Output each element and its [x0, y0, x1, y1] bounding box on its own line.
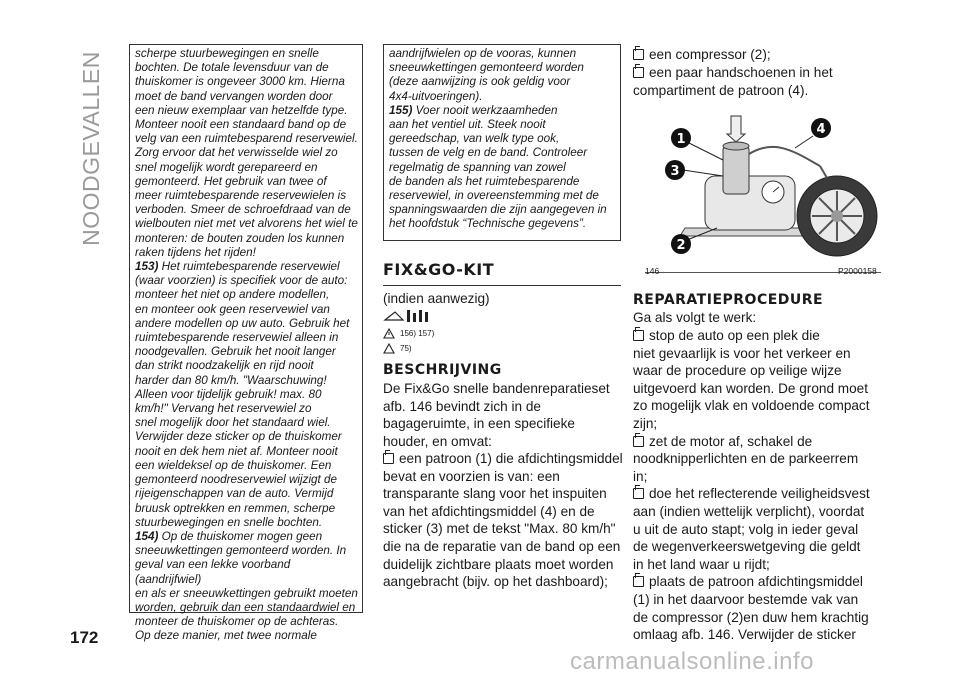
note155-line: reservewiel, in overeenstemming met de	[389, 189, 599, 203]
procedure-step	[633, 573, 883, 643]
step-line: in;	[633, 468, 648, 484]
note153-line: nooit en dek hem niet af. Monteer nooit	[135, 444, 338, 458]
procedure-intro: Ga als volgt te werk:	[633, 310, 757, 325]
note153-line: noodgevallen. Gebruik het nooit langer	[135, 345, 336, 359]
fixgo-bullet-1	[383, 450, 623, 591]
description-heading: BESCHRIJVING	[383, 362, 502, 378]
box1-line: velg van een ruimtebesparend reservewiel.	[135, 132, 358, 146]
bullet-icon	[633, 576, 644, 587]
warning-box-middle	[383, 44, 621, 241]
note-155	[389, 104, 616, 232]
note154-line: en als er sneeuwkettingen gebruikt moeten	[135, 586, 358, 600]
note153-line: snel mogelijk door het standaard wiel.	[135, 416, 331, 430]
step-line: plaats de patroon afdichtingsmiddel	[649, 574, 863, 590]
procedure-heading: REPARATIEPROCEDURE	[633, 292, 824, 308]
note153-line: rijeigenschappen van de auto. Vermijd	[135, 487, 334, 501]
step-line: aan (indien wettelijk verplicht), voordat	[633, 503, 865, 519]
bullet-icon	[633, 49, 644, 60]
note154-line: sneeuwkettingen gemonteerd worden. In	[135, 544, 347, 558]
note-154-ref: 154)	[135, 529, 159, 543]
note155-line: spanningswaarden die zijn aangegeven in	[389, 203, 607, 217]
fixgo-intro-line: afb. 146 bevindt zich in de	[383, 398, 541, 414]
fixgo-intro-line: houder, en omvat:	[383, 433, 492, 449]
fixgo-intro-line: bagageruimte, in een specifieke	[383, 416, 575, 432]
note153-line: harder dan 80 km/h. "Waarschuwing!	[135, 373, 327, 387]
fixgo-intro-line: De Fix&Go snelle bandenreparatieset	[383, 381, 610, 396]
procedure-step	[633, 485, 883, 573]
figure-code: P2000158	[838, 266, 877, 276]
step-line: waar de procedure op veilige wijze	[633, 363, 842, 379]
svg-text:4: 4	[816, 122, 826, 137]
fixgo-bullet-3	[633, 64, 881, 99]
note154-line: worden, gebruik dan een standaardwiel en	[135, 600, 356, 614]
bullet1-line: sticker (3) met de tekst "Max. 80 km/h"	[383, 521, 616, 537]
note155-line: het hoofdstuk “Technische gegevens”.	[389, 217, 587, 231]
box1-line: wielbouten niet met vet alvorens het wiel te	[135, 217, 358, 231]
note153-line: stuurbewegingen en snelle bochten.	[135, 515, 323, 529]
svg-text:2: 2	[676, 238, 686, 253]
bullet-icon	[383, 453, 394, 464]
box1-line: Monteer nooit een standaard band op de	[135, 118, 347, 132]
box2-line: sneeuwkettingen gemonteerd worden	[389, 61, 584, 75]
callout-3	[665, 160, 685, 180]
note153-line: monteer het niet op andere modellen,	[135, 288, 330, 302]
box2-line: aandrijfwielen op de vooras, kunnen	[389, 47, 577, 60]
box1-line: snel mogelijk wordt gerepareerd en	[135, 160, 318, 174]
chapter-title: NOODGEVALLEN	[77, 50, 104, 246]
note154-line: Op deze manier, met twee normale	[135, 629, 317, 643]
step-line: zet de motor af, schakel de	[649, 433, 813, 449]
step-line: noodknipperlichten en de parkeerrem	[633, 451, 859, 467]
box1-line: bochten. De totale levensduur van de	[135, 61, 329, 75]
fixgo-intro	[383, 380, 621, 450]
bullet-2-text: een compressor (2);	[649, 47, 771, 62]
fixgo-heading: FIX&GO-KIT	[383, 260, 495, 279]
warning-triangle-icon	[383, 328, 395, 339]
box1-line: thuiskomer is ongeveer 3000 km. Hierna	[135, 75, 345, 89]
fixgo-subtitle: (indien aanwezig)	[383, 291, 490, 306]
note155-line: regelmatig de spanning van zowel	[389, 160, 566, 174]
bullet1-line: van het afdichtingsmiddel (4) en de	[383, 503, 595, 519]
svg-text:1: 1	[676, 132, 686, 147]
box1-line: een nieuw exemplaar van hetzelfde type.	[135, 103, 348, 117]
bullet1-line: duidelijk zichtbare plaats moet worden	[383, 556, 614, 572]
note153-line: gemonteerd noodreservewiel wijzigt de	[135, 473, 338, 487]
note155-line: de banden als het ruimtebesparende	[389, 174, 580, 188]
step-line: de wegenverkeerswetgeving die geldt	[633, 539, 861, 555]
step-line: zijn;	[633, 415, 658, 431]
note-154	[135, 530, 358, 644]
box2-line: 4x4-uitvoeringen).	[389, 89, 483, 103]
procedure-steps	[633, 327, 883, 644]
step-line: in het land waar u rijdt;	[633, 556, 770, 572]
step-line: stop de auto op een plek die	[649, 328, 820, 343]
box1-line: meer ruimtebesparende reservewielen is	[135, 189, 347, 203]
bullet1-line: die na de reparatie van de band op een	[383, 538, 621, 554]
note153-line: km/h!" Vervang het reservewiel zo	[135, 402, 312, 416]
note153-line: (waar voorzien) is specifiek voor de auto:	[135, 274, 348, 288]
step-line: omlaag afb. 146. Verwijder de sticker	[633, 627, 856, 643]
note154-line: monteer de thuiskomer op de achteras.	[135, 615, 339, 629]
box1-line: scherpe stuurbewegingen en snelle	[135, 47, 319, 60]
step-line: (1) in het daarvoor bestemde vak van	[633, 591, 859, 607]
callout-4	[811, 118, 831, 138]
note155-line: aan het ventiel uit. Steek nooit	[389, 118, 546, 132]
procedure-step	[633, 433, 883, 486]
bullet-icon	[633, 330, 644, 341]
symbol-row-2	[383, 328, 434, 339]
bullet-icon	[633, 436, 644, 447]
note-153	[135, 260, 358, 530]
fixgo-kit-illustration	[645, 108, 881, 272]
box1-text	[135, 47, 358, 260]
bullet1-line: een patroon (1) die afdichtingsmiddel	[399, 451, 623, 466]
box1-line: monteren: de bouten zouden los kunnen	[135, 231, 345, 245]
svg-text:3: 3	[670, 164, 680, 179]
note155-line: gereedschap, van welk type ook,	[389, 132, 560, 146]
symbol-row-3	[383, 343, 412, 354]
warning-box-left	[129, 44, 363, 643]
note153-line: dan strikt noodzakelijk en rijd nooit	[135, 359, 314, 373]
bullet3-line: een paar handschoenen in het	[649, 65, 833, 80]
caution-triangle-icon	[383, 343, 395, 354]
box1-line: verboden. Smeer de schroefdraad van de	[135, 203, 351, 217]
note153-line: bruusk optrekken en remmen, scherpe	[135, 501, 336, 515]
caution-refs: 75)	[400, 344, 412, 353]
note153-line: een wieldeksel op de thuiskomer. Een	[135, 458, 332, 472]
note155-line: tussen de velg en de band. Controleer	[389, 146, 588, 160]
note154-line: geval van een lekke voorband (aandrijfwiel)	[135, 558, 291, 586]
page-number: 172	[70, 628, 99, 647]
step-line: uitgevoerd kan worden. De grond moet	[633, 380, 869, 396]
procedure-step	[633, 327, 883, 433]
note-153-ref: 153)	[135, 260, 159, 274]
note155-line: Voer nooit werkzaamheden	[415, 103, 558, 117]
callout-1	[671, 128, 691, 148]
watermark-url: carmanualsonline.info	[570, 648, 814, 675]
box1-line: Zorg ervoor dat het verwisselde wiel zo	[135, 146, 338, 160]
note-155-ref: 155)	[389, 103, 413, 117]
note153-line: ruimtebesparende reservewiel alleen in	[135, 331, 339, 345]
box2-line: (deze aanwijzing is ook geldig voor	[389, 75, 571, 89]
step-line: u uit de auto stapt; volg in ieder geval	[633, 521, 859, 537]
bullet1-line: transparante slang voor het inspuiten	[383, 486, 607, 502]
figure-number: 146	[645, 266, 660, 276]
box1-line: gemonteerd. Het gebruik van twee of	[135, 174, 327, 188]
bullet-icon	[633, 488, 644, 499]
step-line: de compressor (2)en duw hem krachtig	[633, 609, 869, 625]
callout-2	[671, 234, 691, 254]
safety-refs: 156) 157)	[400, 329, 435, 338]
box2-text	[389, 47, 616, 104]
note154-line: Op de thuiskomer mogen geen	[161, 529, 323, 543]
bullet1-line: aangebracht (bijv. op het dashboard);	[383, 574, 608, 590]
manual-book-icon	[383, 308, 443, 326]
step-line: zo mogelijk vlak en voldoende compact	[633, 398, 870, 414]
fixgo-bullet-2	[633, 46, 771, 64]
note153-line: Alleen voor tijdelijk gebruik! max. 80	[135, 387, 322, 401]
box1-line: moet de band vervangen worden door	[135, 89, 333, 103]
note153-line: en monteer ook geen reservewiel van	[135, 302, 330, 316]
chapter-tab	[78, 48, 104, 248]
note153-line: Het ruimtebesparende reservewiel	[161, 260, 340, 274]
bullet3-line: compartiment de patroon (4).	[633, 82, 809, 98]
step-line: doe het reflecterende veiligheidsvest	[649, 486, 870, 502]
figure-146	[645, 108, 881, 273]
step-line: niet gevaarlijk is voor het verkeer en	[633, 345, 851, 361]
bullet1-line: bevat en voorzien is van: een	[383, 468, 560, 484]
note153-line: Verwijder deze sticker op de thuiskomer	[135, 430, 342, 444]
note153-line: andere modellen op uw auto. Gebruik het	[135, 316, 350, 330]
bullet-icon	[633, 67, 644, 78]
box1-line: raken tijdens het rijden!	[135, 245, 256, 259]
